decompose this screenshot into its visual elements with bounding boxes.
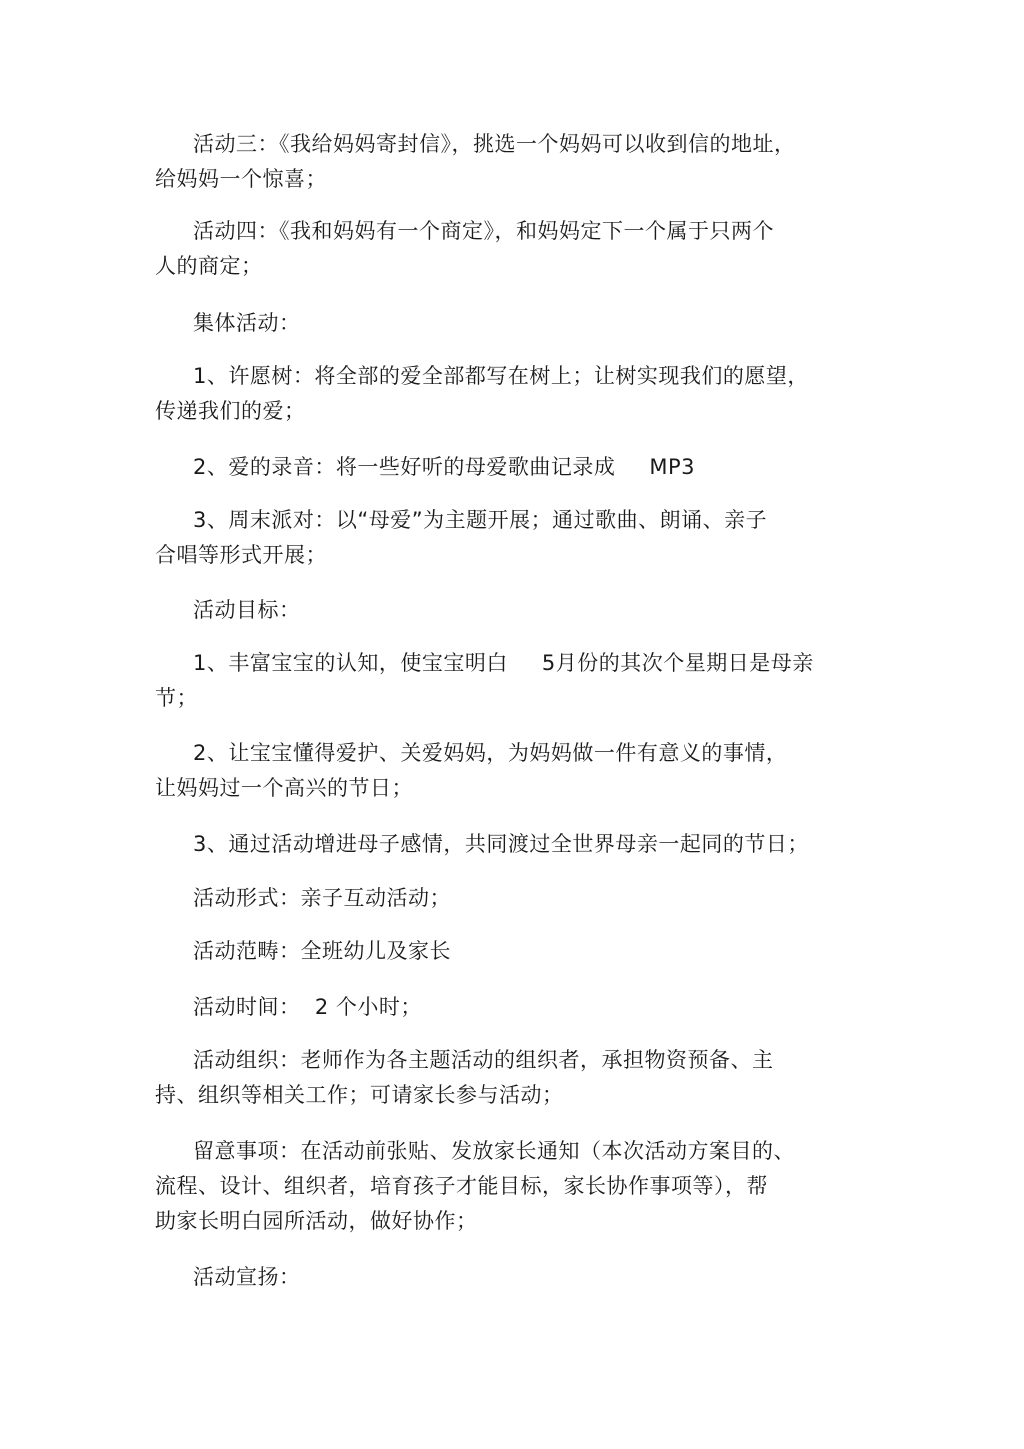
- text-line: 3、周末派对：以“母爱”为主题开展；通过歌曲、朗诵、亲子: [193, 508, 768, 532]
- text-line: 1、许愿树：将全部的爱全部都写在树上；让树实现我们的愿望，: [193, 364, 809, 388]
- text-line: 让妈妈过一个高兴的节日；: [155, 776, 413, 800]
- paragraph-activity-scope: [155, 934, 845, 969]
- text-line: 持、组织等相关工作；可请家长参与活动；: [155, 1083, 564, 1107]
- paragraph-activity-time: [155, 990, 845, 1025]
- heading-activity-promotion: [155, 1260, 845, 1295]
- paragraph-weekend-party: [155, 503, 845, 573]
- paragraph-activity-form: [155, 881, 845, 916]
- text-line: 活动宣扬：: [193, 1265, 301, 1289]
- heading-activity-goals: [155, 593, 845, 628]
- paragraph-notes: [155, 1134, 845, 1239]
- text-segment: 活动时间：: [193, 995, 301, 1019]
- paragraph-goal-1: [155, 646, 845, 716]
- text-line: 人的商定；: [155, 254, 263, 278]
- text-line: 3、通过活动增进母子感情，共同渡过全世界母亲一起同的节日；: [193, 832, 809, 856]
- text-line: 活动三：《我给妈妈寄封信》，挑选一个妈妈可以收到信的地址，: [193, 132, 796, 156]
- text-line: 活动形式：亲子互动活动；: [193, 886, 451, 910]
- heading-group-activities: [155, 306, 845, 341]
- paragraph-goal-2: [155, 736, 845, 806]
- text-segment: MP3: [649, 455, 696, 479]
- paragraph-activity-organization: [155, 1043, 845, 1113]
- text-line: 节；: [155, 686, 198, 710]
- text-line: 助家长明白园所活动，做好协作；: [155, 1209, 478, 1233]
- text-segment: 2 个小时；: [314, 995, 422, 1019]
- text-line: 给妈妈一个惊喜；: [155, 167, 327, 191]
- paragraph-activity-4: [155, 214, 845, 284]
- text-line: 活动范畴：全班幼儿及家长: [193, 939, 451, 963]
- text-line: 2、让宝宝懂得爱护、关爱妈妈，为妈妈做一件有意义的事情，: [193, 741, 788, 765]
- text-line: 活动目标：: [193, 598, 301, 622]
- text-line: 传递我们的爱；: [155, 399, 306, 423]
- paragraph-love-recording: [155, 450, 845, 485]
- text-line: 流程、设计、组织者，培育孩子才能目标，家长协作事项等），帮: [155, 1174, 768, 1198]
- text-segment: 2、爱的录音：将一些好听的母爱歌曲记录成: [193, 455, 616, 479]
- text-line: 留意事项：在活动前张贴、发放家长通知（本次活动方案目的、: [193, 1139, 795, 1163]
- paragraph-goal-3: [155, 827, 845, 862]
- paragraph-activity-3: [155, 127, 845, 197]
- text-line: 集体活动：: [193, 311, 301, 335]
- text-line: 活动四：《我和妈妈有一个商定》，和妈妈定下一个属于只两个: [193, 219, 774, 243]
- text-segment: 1、丰富宝宝的认知，使宝宝明白: [193, 651, 508, 675]
- text-line: 合唱等形式开展；: [155, 543, 327, 567]
- text-line: 活动组织：老师作为各主题活动的组织者，承担物资预备、主: [193, 1048, 774, 1072]
- text-segment: 5月份的其次个星期日是母亲: [541, 651, 814, 675]
- paragraph-wish-tree: [155, 359, 845, 429]
